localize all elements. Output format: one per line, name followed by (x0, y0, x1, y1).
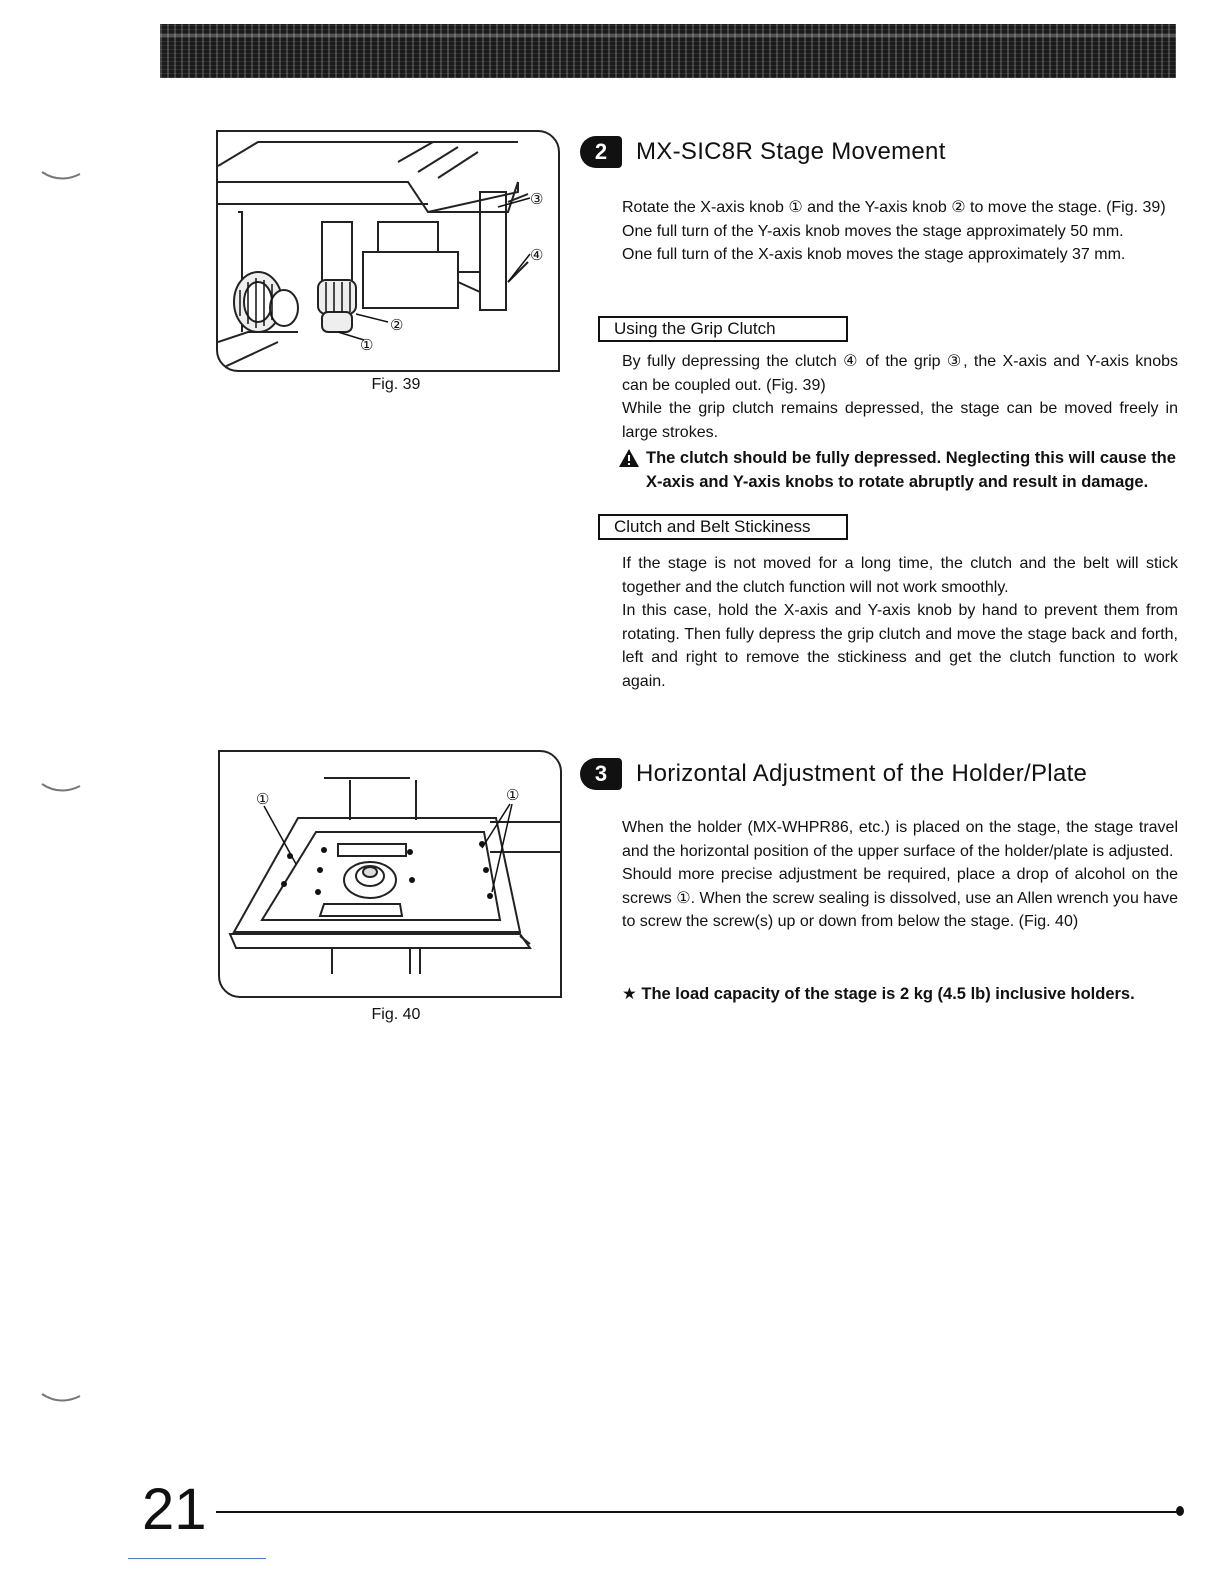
subsection-heading: Clutch and Belt Stickiness (598, 514, 848, 540)
section-body (622, 816, 1178, 934)
section-title: Horizontal Adjustment of the Holder/Plate (636, 760, 1088, 787)
figure-39 (216, 130, 560, 372)
paragraph: Rotate the X-axis knob ① and the Y-axis knob ② to move the stage. (Fig. 39) (622, 199, 1166, 216)
callout-1: ① (256, 791, 270, 808)
page-number: 21 (142, 1477, 207, 1542)
warning-icon (618, 448, 640, 468)
callout-4: ④ (530, 247, 544, 264)
paragraph: When the holder (MX-WHPR86, etc.) is placed on the stage, the stage travel and the horizontal position of the upper surface of the holder/plate is adjusted. (622, 819, 1178, 860)
callout-2: ② (390, 317, 404, 334)
footer-rule (216, 1511, 1178, 1513)
stage-illustration (218, 132, 558, 370)
subsection-heading: Using the Grip Clutch (598, 316, 848, 342)
section-heading (580, 758, 1087, 790)
paragraph: One full turn of the X-axis knob moves the stage approximately 37 mm. (622, 246, 1126, 263)
header-bar (160, 24, 1176, 78)
figure-40 (218, 750, 562, 998)
section-body (622, 196, 1178, 267)
footer-rule-end (1176, 1506, 1184, 1516)
section-heading (580, 136, 946, 168)
load-capacity-note: ★ The load capacity of the stage is 2 kg (4.5 lb) inclusive holders. (622, 985, 1135, 1003)
section-number-badge: 3 (580, 758, 622, 790)
subsection-body (622, 552, 1178, 693)
paragraph: While the grip clutch remains depressed, the stage can be moved freely in large strokes. (622, 400, 1178, 441)
holder-plate-illustration (220, 752, 560, 996)
paragraph: Should more precise adjustment be required, place a drop of alcohol on the screws ①. When the screw sealing is dissolved, use an Allen wrench you have to screw the screw(s) up or down from below the stage. (Fig. 40) (622, 866, 1178, 930)
paragraph: One full turn of the Y-axis knob moves the stage approximately 50 mm. (622, 222, 1124, 240)
punch-mark-icon (40, 780, 84, 796)
section-number-badge: 2 (580, 136, 622, 168)
section-title: MX-SIC8R Stage Movement (636, 138, 946, 165)
warning-text: The clutch should be fully depressed. Neglecting this will cause the X-axis and Y-axis knobs to rotate abruptly and result in damage. (646, 449, 1176, 491)
subsection-body (622, 350, 1178, 444)
paragraph: By fully depressing the clutch ④ of the grip ③, the X-axis and Y-axis knobs can be coupled out. (Fig. 39) (622, 353, 1178, 394)
callout-3: ③ (530, 191, 544, 208)
warning-note (646, 446, 1178, 494)
bottom-rule (128, 1558, 266, 1559)
figure-caption: Fig. 40 (371, 1006, 421, 1023)
paragraph: If the stage is not moved for a long time, the clutch and the belt will stick together and the clutch function will not work smoothly. (622, 555, 1178, 596)
callout-1: ① (506, 787, 520, 804)
punch-mark-icon (40, 1390, 84, 1406)
callout-1: ① (360, 337, 374, 354)
punch-mark-icon (40, 168, 84, 184)
figure-caption: Fig. 39 (371, 376, 421, 393)
paragraph: In this case, hold the X-axis and Y-axis knob by hand to prevent them from rotating. Then fully depress the grip clutch and move the stage back and forth, left and right to remove the stickiness and get the clutch function to work again. (622, 602, 1178, 690)
